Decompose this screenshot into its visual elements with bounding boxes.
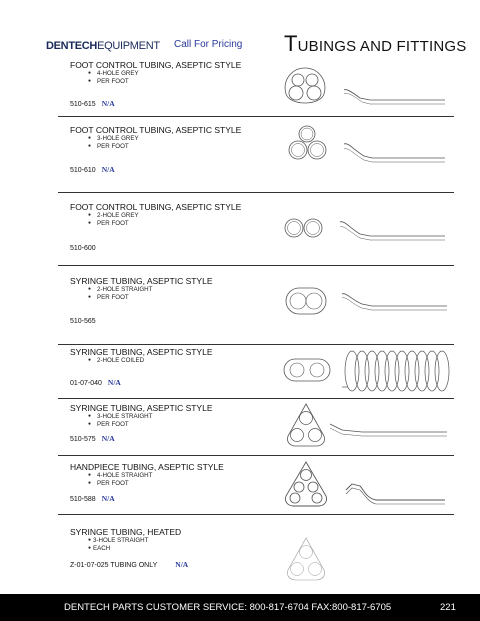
product-title: SYRINGE TUBING, HEATED — [70, 527, 182, 537]
page-number: 221 — [440, 602, 456, 613]
handpiece-tubing-4-hole-illustration — [280, 460, 450, 508]
part-number-row — [70, 560, 188, 569]
part-number-row — [70, 494, 115, 503]
title-rest: UBINGS AND FITTINGS — [297, 38, 467, 55]
bullet-item: ● 4-HOLE GREY — [88, 70, 139, 78]
coiled-tubing-illustration — [282, 347, 452, 395]
part-number-row — [70, 434, 115, 443]
availability: N/A — [101, 494, 115, 503]
availability: N/A — [101, 165, 115, 174]
part-number-row — [70, 378, 121, 387]
product-section — [58, 514, 454, 586]
bullet-item: ● PER FOOT — [88, 294, 152, 302]
product-title: SYRINGE TUBING, ASEPTIC STYLE — [70, 347, 213, 357]
customer-service-line: DENTECH PARTS CUSTOMER SERVICE: 800-817-6704 FAX:800-817-6705 — [64, 602, 392, 613]
part-number: 510-610 — [70, 167, 96, 174]
tubing-2-hole-illustration — [280, 210, 450, 250]
syringe-tubing-3-hole-illustration — [282, 402, 452, 448]
bullet-item: ● 3-HOLE STRAIGHT — [88, 413, 152, 421]
availability: N/A — [101, 434, 115, 443]
product-title: FOOT CONTROL TUBING, ASEPTIC STYLE — [70, 60, 242, 70]
part-number: 510-588 — [70, 496, 96, 503]
part-number-row — [70, 316, 102, 325]
bullet-item: ● PER FOOT — [88, 143, 139, 151]
bullet-item: ● 4-HOLE STRAIGHT — [88, 472, 152, 480]
product-bullets — [88, 472, 152, 488]
bullet-item: ● 3-HOLE GREY — [88, 135, 139, 143]
product-title: SYRINGE TUBING, ASEPTIC STYLE — [70, 276, 213, 286]
bullet-item: ● EACH — [88, 545, 148, 553]
dentech-logo — [46, 40, 160, 52]
product-bullets — [88, 70, 139, 86]
product-title: FOOT CONTROL TUBING, ASEPTIC STYLE — [70, 202, 242, 212]
product-title: SYRINGE TUBING, ASEPTIC STYLE — [70, 403, 213, 413]
part-number-row — [70, 99, 115, 108]
logo-light-text: EQUIPMENT — [97, 40, 160, 52]
call-for-pricing: Call For Pricing — [174, 39, 243, 50]
page-header — [0, 0, 480, 60]
tubing-3-hole-illustration — [280, 120, 450, 170]
part-number: 510-575 — [70, 436, 96, 443]
product-bullets — [88, 537, 148, 553]
part-number-row — [70, 243, 102, 252]
product-bullets — [88, 286, 152, 302]
part-number: 510-565 — [70, 318, 96, 325]
bullet-item: ● PER FOOT — [88, 78, 139, 86]
bullet-item: ● PER FOOT — [88, 220, 139, 228]
page-footer — [0, 594, 480, 621]
logo-bold-text: DENTECH — [46, 40, 98, 52]
page-title — [284, 31, 466, 57]
product-title: FOOT CONTROL TUBING, ASEPTIC STYLE — [70, 125, 242, 135]
part-number: Z-01-07-025 TUBING ONLY — [70, 562, 158, 569]
bullet-item: ● 2-HOLE GREY — [88, 212, 139, 220]
bullet-item: ● PER FOOT — [88, 421, 152, 429]
part-number-row — [70, 165, 115, 174]
part-number: 01-07-040 — [70, 380, 102, 387]
heated-tubing-3-hole-illustration — [282, 536, 342, 582]
part-number: 510-600 — [70, 245, 96, 252]
availability: N/A — [101, 99, 115, 108]
part-number: 510-615 — [70, 101, 96, 108]
product-bullets — [88, 135, 139, 151]
bullet-item: ● 2-HOLE COILED — [88, 357, 144, 365]
title-initial: T — [284, 31, 298, 56]
bullet-item: ● 3-HOLE STRAIGHT — [88, 537, 148, 545]
tubing-4-hole-illustration — [280, 62, 450, 112]
product-bullets — [88, 212, 139, 228]
product-title: HANDPIECE TUBING, ASEPTIC STYLE — [70, 462, 224, 472]
availability: N/A — [107, 378, 121, 387]
syringe-tubing-2-hole-illustration — [282, 282, 452, 322]
availability: N/A — [175, 560, 189, 569]
bullet-item: ● 2-HOLE STRAIGHT — [88, 286, 152, 294]
product-bullets — [88, 413, 152, 429]
product-bullets — [88, 357, 144, 365]
bullet-item: ● PER FOOT — [88, 480, 152, 488]
